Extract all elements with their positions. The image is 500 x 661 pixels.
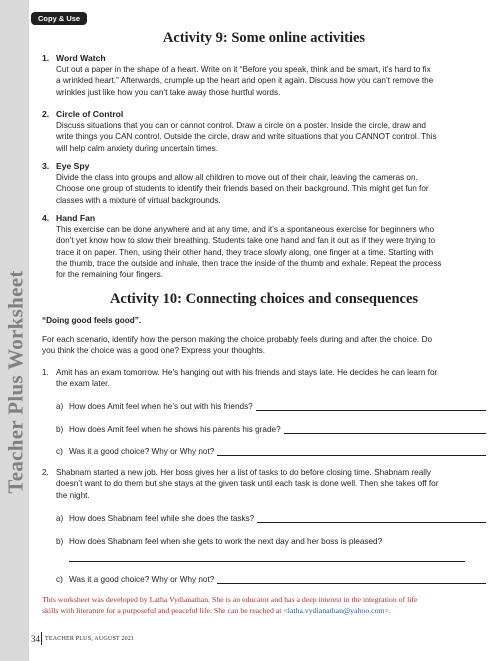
answer-line[interactable]: [284, 425, 486, 434]
activity9-item-circle-of-control: [42, 109, 486, 154]
question-amit-b: b) How does Amit feel when he shows his parents his grade?: [56, 425, 486, 434]
item-heading: 3. Eye Spy: [42, 161, 90, 171]
item-body: Cut out a paper in the shape of a heart. Write on it “Before you speak, think and be smart, it’s hard to fix a wrinkled heart.” Afterwards, crumple up the heart and open it again. Discuss how you can’t remove the wrinkles just like how you can’t take away those hurtful words.: [56, 65, 434, 97]
activity9-item-eye-spy: [42, 161, 486, 206]
answer-line[interactable]: [217, 575, 486, 584]
question-shabnam-c: c) Was it a good choice? Why or Why not?: [56, 575, 486, 584]
activity10-intro: For each scenario, identify how the person making the choice probably feels during and after the choice. Do you think the choice was a good one? Express your thoughts.: [42, 335, 433, 356]
page-divider: [41, 632, 42, 645]
activity9-item-hand-fan: [42, 213, 486, 280]
question-amit-a: a) How does Amit feel when he’s out with his friends?: [56, 402, 486, 411]
scenario-text: Shabnam started a new job. Her boss gives her a list of tasks to do before closing time. Shabnam really doesn’t want to do them but she stays at the given task until each task is done well. Then she takes off for the night.: [56, 468, 439, 500]
sidebar-title: Teacher Plus Worksheet: [3, 270, 28, 494]
item-heading: 1. Word Watch: [42, 53, 106, 63]
item-body: Discuss situations that you can or cannot control. Draw a circle on a poster. Inside the circle, draw and write things you CAN control. Outside the circle, draw and write situations that you CANNOT control. This will help calm anxiety during uncertain times.: [56, 121, 437, 153]
activity9-title: Activity 9: Some online activities: [162, 30, 366, 46]
page-number: 34: [31, 634, 40, 644]
item-body: This exercise can be done anywhere and at any time, and it’s a spontaneous exercise for beginners who don’t yet know how to slow their breathing. Students take one hand and fan it out as if they were trying to trace it on paper. Then, using their other hand, they trace slowly along, one finger at a time. Starting with the thumb, trace the outside and inhale, then trace the inside of the thumb and exhale. Repeat the process for the remaining four fingers.: [56, 225, 442, 280]
question-shabnam-b: b) How does Shabnam feel when she gets to work the next day and her boss is pleased?: [56, 537, 383, 546]
answer-line[interactable]: [257, 514, 486, 523]
copy-use-badge: Copy & Use: [31, 12, 87, 25]
answer-line[interactable]: [69, 561, 465, 562]
scenario-shabnam: [42, 467, 482, 501]
question-amit-c: c) Was it a good choice? Why or Why not?: [56, 447, 486, 456]
activity10-tagline: “Doing good feels good”.: [42, 316, 142, 325]
item-heading: 2. Circle of Control: [42, 109, 124, 119]
answer-line[interactable]: [256, 402, 486, 411]
activity10-title: Activity 10: Connecting choices and consequences: [109, 291, 419, 307]
question-shabnam-a: a) How does Shabnam feel while she does the tasks?: [56, 514, 486, 523]
scenario-amit: [42, 367, 482, 390]
answer-line[interactable]: [217, 447, 486, 456]
item-body: Divide the class into groups and allow all children to move out of their chair, leaving the cameras on. Choose one group of students to identify their friends based on their background. This might get fun for classes with a mixture of virtual backgrounds.: [56, 173, 429, 205]
activity9-item-word-watch: [42, 53, 486, 98]
sidebar: [0, 0, 29, 661]
item-heading: 4. Hand Fan: [42, 213, 96, 223]
author-email-link[interactable]: latha.vydianathan@yahoo.com: [287, 605, 385, 615]
scenario-text: Amit has an exam tomorrow. He’s hanging out with his friends and stays late. He decides he can learn for the exam later.: [56, 368, 438, 389]
scenario-number: 1.: [42, 368, 49, 377]
page-label: TEACHER PLUS, AUGUST 2021: [45, 636, 135, 642]
author-note: This worksheet was developed by Latha Vydianathan. She is an educator and has a deep interest in the integration of life skills with literature for a purposeful and peaceful life. She can be reached at <latha.vydianathan@yahoo.com>.: [42, 595, 418, 615]
scenario-number: 2.: [42, 468, 49, 477]
